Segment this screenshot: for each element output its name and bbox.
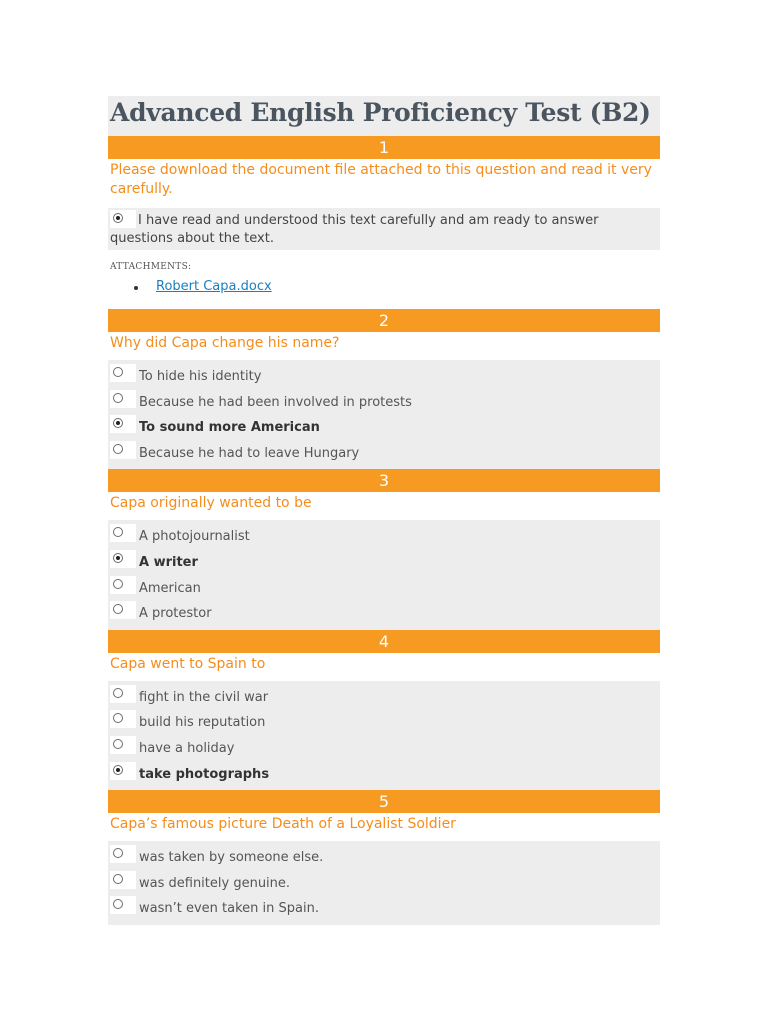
question-number-bar: 2 — [108, 309, 660, 332]
radio-icon[interactable] — [113, 393, 123, 403]
answer-option[interactable] — [108, 844, 660, 870]
answer-option[interactable] — [108, 684, 660, 710]
title-bar — [108, 96, 660, 136]
question-1 — [108, 136, 660, 309]
question-2 — [108, 309, 660, 469]
radio-box — [110, 364, 136, 382]
radio-box — [110, 896, 136, 914]
radio-box — [110, 390, 136, 408]
option-label: build his reputation — [139, 715, 266, 731]
list-item — [108, 279, 660, 294]
question-5 — [108, 790, 660, 925]
answer-option[interactable] — [108, 414, 660, 440]
option-label: was taken by someone else. — [139, 850, 324, 866]
options-list — [108, 841, 660, 925]
radio-icon[interactable] — [113, 688, 123, 698]
radio-icon[interactable] — [113, 874, 123, 884]
option-label: American — [139, 580, 201, 596]
radio-selected-icon[interactable] — [113, 765, 123, 775]
radio-box — [110, 576, 136, 594]
question-text: Capa originally wanted to be — [110, 495, 312, 512]
options-list — [108, 681, 660, 790]
option-label: A photojournalist — [139, 529, 250, 545]
radio-selected-icon[interactable] — [113, 213, 123, 223]
radio-box — [110, 762, 136, 780]
option-label: Because he had been involved in protests — [139, 394, 412, 410]
option-label: fight in the civil war — [139, 689, 269, 705]
radio-icon[interactable] — [113, 604, 123, 614]
radio-icon[interactable] — [113, 899, 123, 909]
quiz-page — [108, 96, 660, 925]
attachments-list — [108, 279, 660, 309]
question-4 — [108, 630, 660, 790]
radio-box — [110, 736, 136, 754]
question-text: Capa went to Spain to — [110, 655, 266, 672]
radio-box — [110, 601, 136, 619]
answer-option[interactable] — [108, 549, 660, 575]
question-number-bar: 5 — [108, 790, 660, 813]
radio-box — [110, 441, 136, 459]
radio-icon[interactable] — [113, 739, 123, 749]
radio-icon[interactable] — [113, 367, 123, 377]
radio-icon[interactable] — [113, 444, 123, 454]
answer-option[interactable] — [108, 735, 660, 761]
page-title: Advanced English Proficiency Test (B2) — [110, 98, 651, 127]
radio-box — [110, 210, 136, 228]
answer-option[interactable] — [108, 523, 660, 549]
answer-option[interactable] — [108, 870, 660, 896]
question-number-bar: 3 — [108, 469, 660, 492]
answer-option[interactable] — [108, 575, 660, 601]
questions-container — [108, 309, 660, 925]
radio-selected-icon[interactable] — [113, 553, 123, 563]
option-label: A protestor — [139, 606, 212, 622]
confirm-label: I have read and understood this text carefully and am ready to answer questions about the text. — [110, 213, 599, 246]
radio-icon[interactable] — [113, 579, 123, 589]
radio-selected-icon[interactable] — [113, 418, 123, 428]
answer-option[interactable] — [108, 389, 660, 415]
radio-box — [110, 871, 136, 889]
radio-icon[interactable] — [113, 848, 123, 858]
radio-box — [110, 550, 136, 568]
question-text: Why did Capa change his name? — [110, 335, 340, 351]
answer-option[interactable] — [108, 363, 660, 389]
question-number-bar: 4 — [108, 630, 660, 653]
question-3 — [108, 469, 660, 629]
answer-option[interactable] — [108, 761, 660, 787]
options-list — [108, 360, 660, 469]
radio-icon[interactable] — [113, 713, 123, 723]
option-label: was definitely genuine. — [139, 875, 291, 891]
radio-icon[interactable] — [113, 527, 123, 537]
option-label: have a holiday — [139, 740, 235, 756]
question-number-bar: 1 — [108, 136, 660, 159]
radio-box — [110, 685, 136, 703]
confirm-option[interactable] — [108, 208, 660, 250]
radio-box — [110, 524, 136, 542]
attachments-label: ATTACHMENTS: — [110, 262, 192, 272]
radio-box — [110, 710, 136, 728]
attachment-link[interactable]: Robert Capa.docx — [156, 279, 272, 294]
answer-option[interactable] — [108, 440, 660, 466]
option-label: To sound more American — [139, 420, 320, 436]
answer-option[interactable] — [108, 600, 660, 626]
question-text: Please download the document file attached to this question and read it very carefully. — [110, 162, 652, 197]
option-label: Because he had to leave Hungary — [139, 445, 360, 461]
option-label: To hide his identity — [139, 369, 262, 384]
options-list — [108, 520, 660, 629]
answer-option[interactable] — [108, 895, 660, 921]
option-label: wasn’t even taken in Spain. — [139, 901, 319, 917]
answer-option[interactable] — [108, 709, 660, 735]
option-label: take photographs — [139, 766, 270, 782]
option-label: A writer — [139, 554, 198, 570]
radio-box — [110, 845, 136, 863]
radio-box — [110, 415, 136, 433]
question-text: Capa’s famous picture Death of a Loyalist Soldier — [110, 816, 456, 833]
